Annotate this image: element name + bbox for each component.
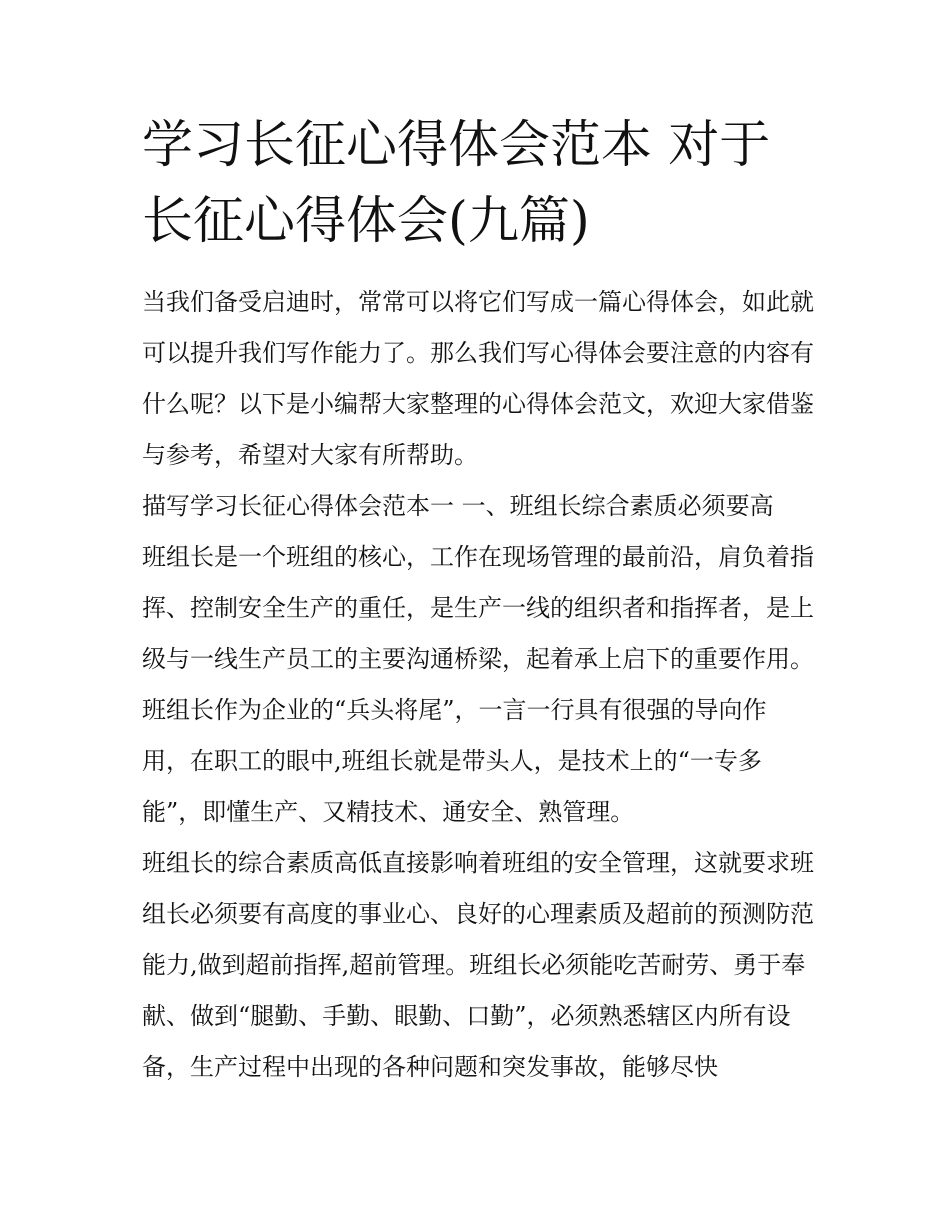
body-paragraph: 班组长的综合素质高低直接影响着班组的安全管理，这就要求班组长必须要有高度的事业心、良好的心理素质及超前的预测防范能力,做到超前指挥,超前管理。班组长必须能吃苦耐劳、勇于奉献、做到“腿勤、手勤、眼勤、口勤”，必须熟悉辖区内所有设备，生产过程中出现的各种问题和突发事故，能够尽快: [142, 849, 814, 1081]
document-title: 学习长征心得体会范本 对于长征心得体会(九篇): [142, 116, 771, 251]
document-content: [142, 108, 814, 1093]
intro-paragraph: 当我们备受启迪时，常常可以将它们写成一篇心得体会，如此就可以提升我们写作能力了。那么我们写心得体会要注意的内容有什么呢？以下是小编帮大家整理的心得体会范文，欢迎大家借鉴与参考，希望对大家有所帮助。: [142, 288, 814, 469]
section-heading-paragraph: 描写学习长征心得体会范本一 一、班组长综合素质必须要高: [142, 492, 774, 520]
body-paragraph: 班组长是一个班组的核心，工作在现场管理的最前沿，肩负着指挥、控制安全生产的重任，是生产一线的组织者和指挥者，是上级与一线生产员工的主要沟通桥梁，起着承上启下的重要作用。班组长作为企业的“兵头将尾”，一言一行具有很强的导向作用，在职工的眼中,班组长就是带头人，是技术上的“一专多能”，即懂生产、又精技术、通安全、熟管理。: [142, 543, 814, 826]
